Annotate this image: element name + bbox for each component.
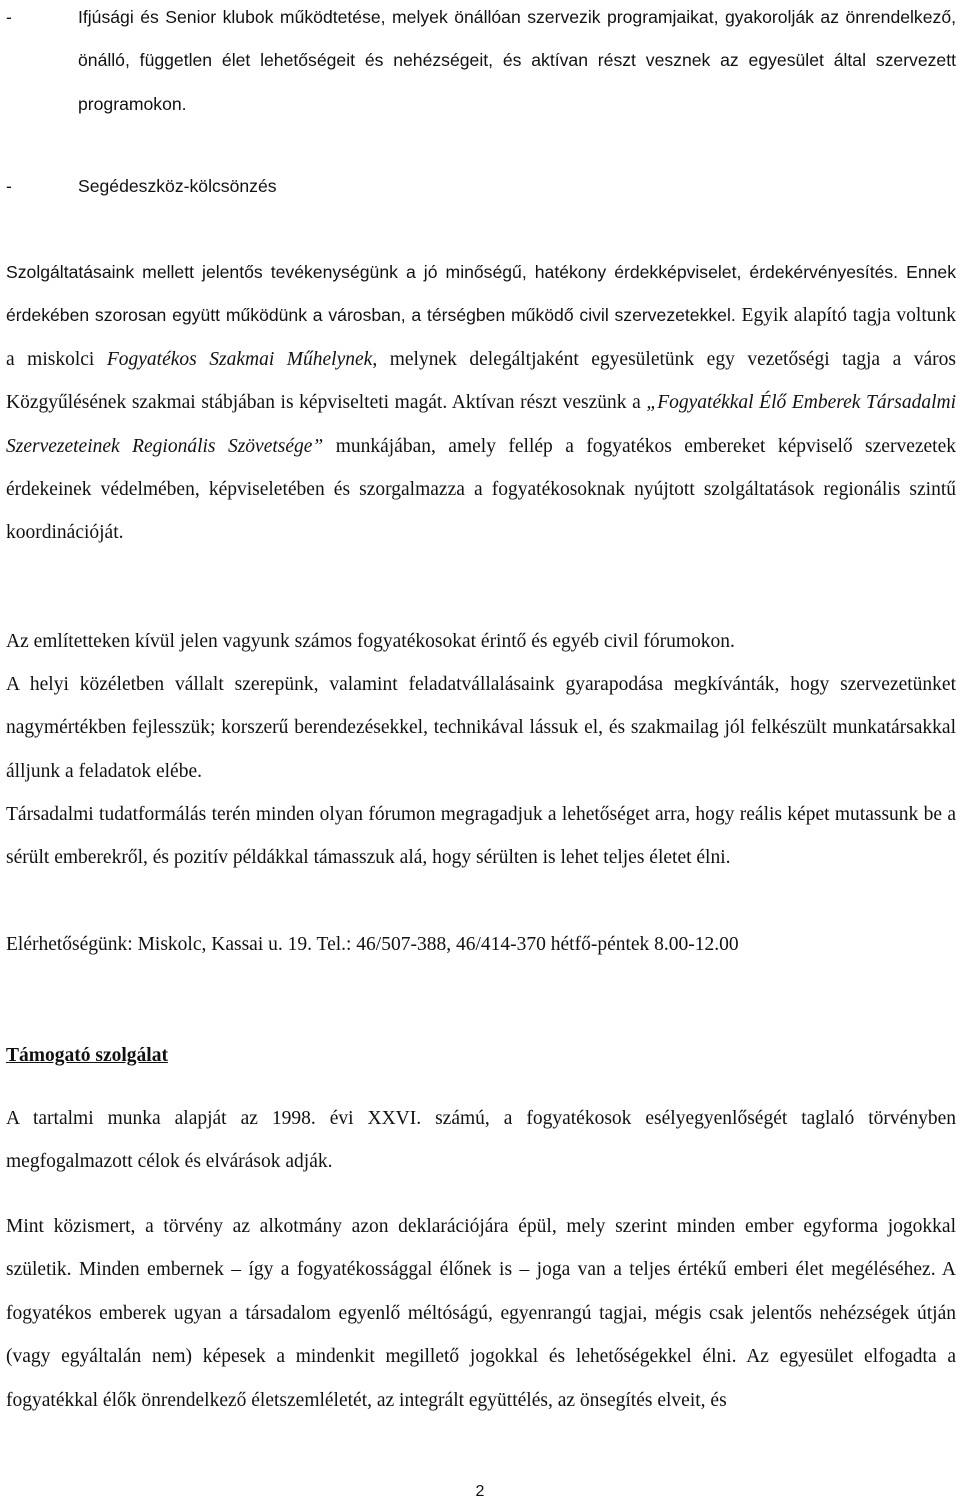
paragraph-forums: Az említetteken kívül jelen vagyunk számos fogyatékosokat érintő és egyéb civil fórumokon.	[6, 631, 735, 652]
federation-name: „Fogyatékkal Élő Emberek Társadalmi Szervezeteinek Regionális Szövetsége”	[6, 392, 956, 457]
paragraph-contact: Elérhetőségünk: Miskolc, Kassai u. 19. Tel.: 46/507-388, 46/414-370 hétfő-péntek 8.00-12.00	[6, 934, 739, 955]
list-dash: -	[6, 7, 12, 27]
paragraph-equal-rights: Mint közismert, a törvény az alkotmány azon deklarációjára épül, mely szerint minden ember egyforma jogokkal születik. Minden embernek – így a fogyatékossággal élőnek is – joga van a teljes értékű emberi élet megéléséhez. A fogyatékos emberek ugyan a társadalom egyenlő méltóságú, egyenrangú tagjai, mégis csak jelentős nehézségek útján (vagy egyáltalán nem) képesek a mindenkit megillető jogokkal és lehetőségekkel élni. Az egyesület elfogadta a fogyatékkal élők önrendelkező életszemléletét, az integrált együttélés, az önsegítés elveit, és	[6, 1216, 956, 1411]
list-dash: -	[6, 176, 12, 196]
page-number: 2	[475, 1483, 485, 1500]
paragraph-development: A helyi közéletben vállalt szerepünk, valamint feladatvállalásaink gyarapodása megkívánták, hogy szervezetünket nagymértékben fejlesszük; korszerű berendezésekkel, technikával lássuk el, és szakmailag jól felkészült munkatársakkal álljunk a feladatok elébe.	[6, 674, 956, 782]
paragraph-advocacy: Szolgáltatásaink mellett jelentős tevékenységünk a jó minőségű, hatékony érdekképviselet, érdekérvényesítés. Ennek érdekében szorosan együtt működünk a városban, a térségben működő civil szervezetekkel. Egyik alapító tagja voltunk a miskolci Fogyatékos Szakmai Műhelynek, melynek delegáltjaként egyesületünk egy vezetőségi tagja a város Közgyűlésének szakmai stábjában is képviselteti magát. Aktívan részt veszünk a „Fogyatékkal Élő Emberek Társadalmi Szervezeteinek Regionális Szövetsége” munkájában, amely fellép a fogyatékos embereket képviselő szervezetek érdekeinek védelmében, képviseletében és szorgalmazza a fogyatékosoknak nyújtott szolgáltatások regionális szintű koordinációját.	[6, 262, 956, 544]
list-item-text: Segédeszköz-kölcsönzés	[78, 176, 277, 196]
section-heading: Támogató szolgálat	[6, 1045, 168, 1066]
workshop-name: Fogyatékos Szakmai Műhelynek	[106, 348, 373, 370]
paragraph-legal-basis: A tartalmi munka alapját az 1998. évi XXVI. számú, a fogyatékosok esélyegyenlőségét taglaló törvényben megfogalmazott célok és elvárások adják.	[6, 1108, 956, 1173]
paragraph-awareness: Társadalmi tudatformálás terén minden olyan fórumon megragadjuk a lehetőséget arra, hogy reális képet mutassunk be a sérült emberekről, és pozitív példákkal támasszuk alá, hogy sérülten is lehet teljes életet élni.	[6, 804, 956, 869]
list-item-text: Ifjúsági és Senior klubok működtetése, melyek önállóan szervezik programjaikat, gyakorolják az önrendelkező, önálló, független élet lehetőségeit és nehézségeit, és aktívan részt vesznek az egyesület által szervezett programokon.	[78, 7, 956, 114]
